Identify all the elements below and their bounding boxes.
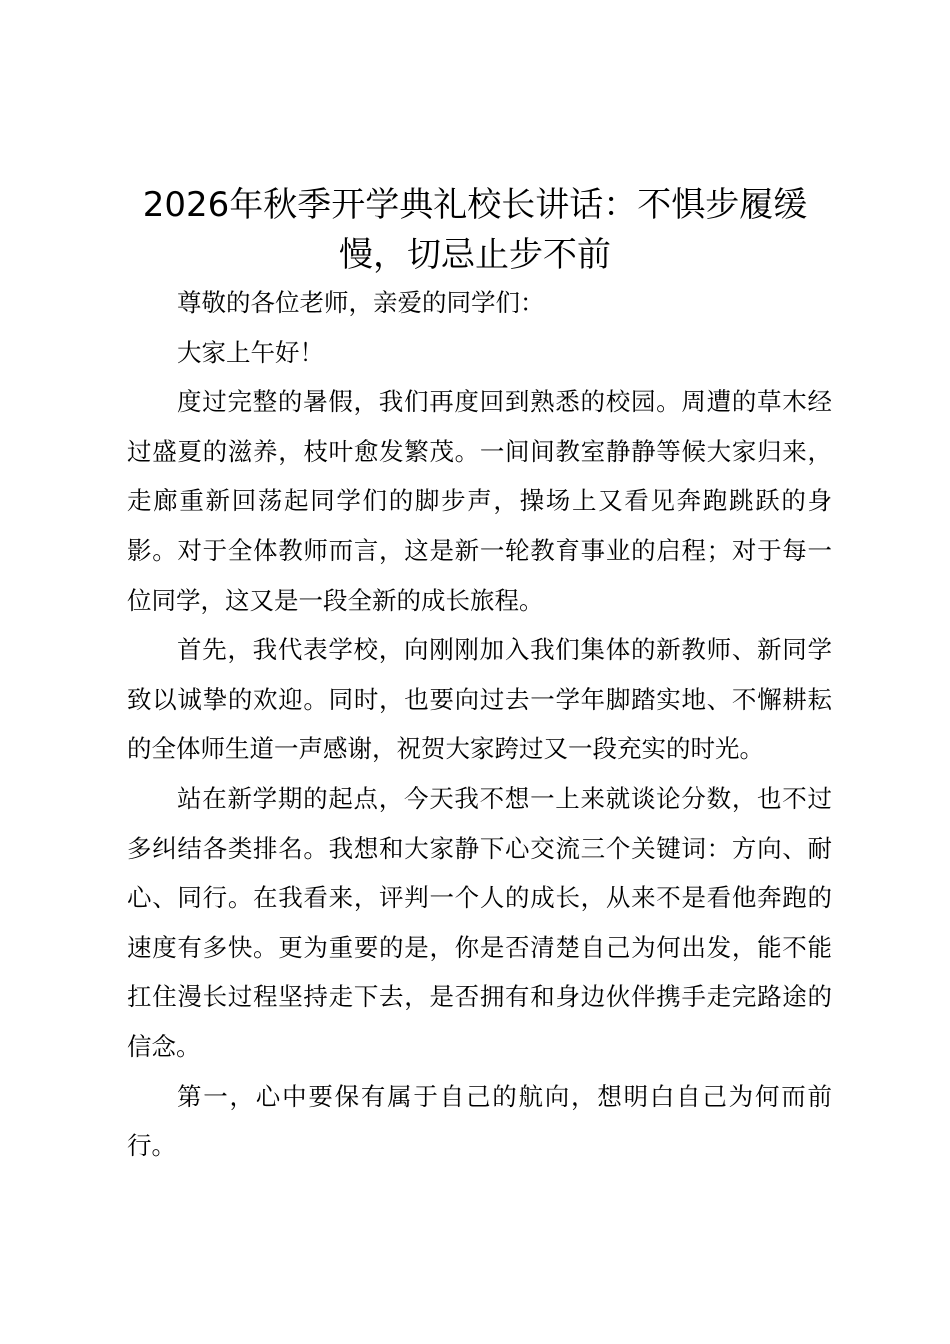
document-title: 2026年秋季开学典礼校长讲话：不惧步履缓慢，切忌止步不前 — [142, 185, 808, 275]
paragraph-first-point: 第一，心中要保有属于自己的航向，想明白自己为何而前行。 — [127, 1081, 832, 1161]
paragraph-welcome: 首先，我代表学校，向刚刚加入我们集体的新教师、新同学致以诚挚的欢迎。同时，也要向过去一学年脚踏实地、不懈耕耘的全体师生道一声感谢，祝贺大家跨过又一段充实的时光。 — [127, 635, 832, 764]
paragraph-return-to-campus: 度过完整的暑假，我们再度回到熟悉的校园。周遭的草木经过盛夏的滋养，枝叶愈发繁茂。一间间教室静静等候大家归来，走廊重新回荡起同学们的脚步声，操场上又看见奔跑跳跃的身影。对于全体教师而言，这是新一轮教育事业的启程；对于每一位同学，这又是一段全新的成长旅程。 — [127, 387, 832, 615]
paragraph-salutation: 尊敬的各位老师，亲爱的同学们： — [177, 288, 545, 317]
paragraph-keywords: 站在新学期的起点，今天我不想一上来就谈论分数，也不过多纠结各类排名。我想和大家静下心交流三个关键词：方向、耐心、同行。在我看来，评判一个人的成长，从来不是看他奔跑的速度有多快。更为重要的是，你是否清楚自己为何出发，能不能扛住漫长过程坚持走下去，是否拥有和身边伙伴携手走完路途的信念。 — [127, 783, 832, 1061]
document-body — [127, 278, 832, 1171]
paragraph-greeting: 大家上午好！ — [177, 337, 324, 367]
